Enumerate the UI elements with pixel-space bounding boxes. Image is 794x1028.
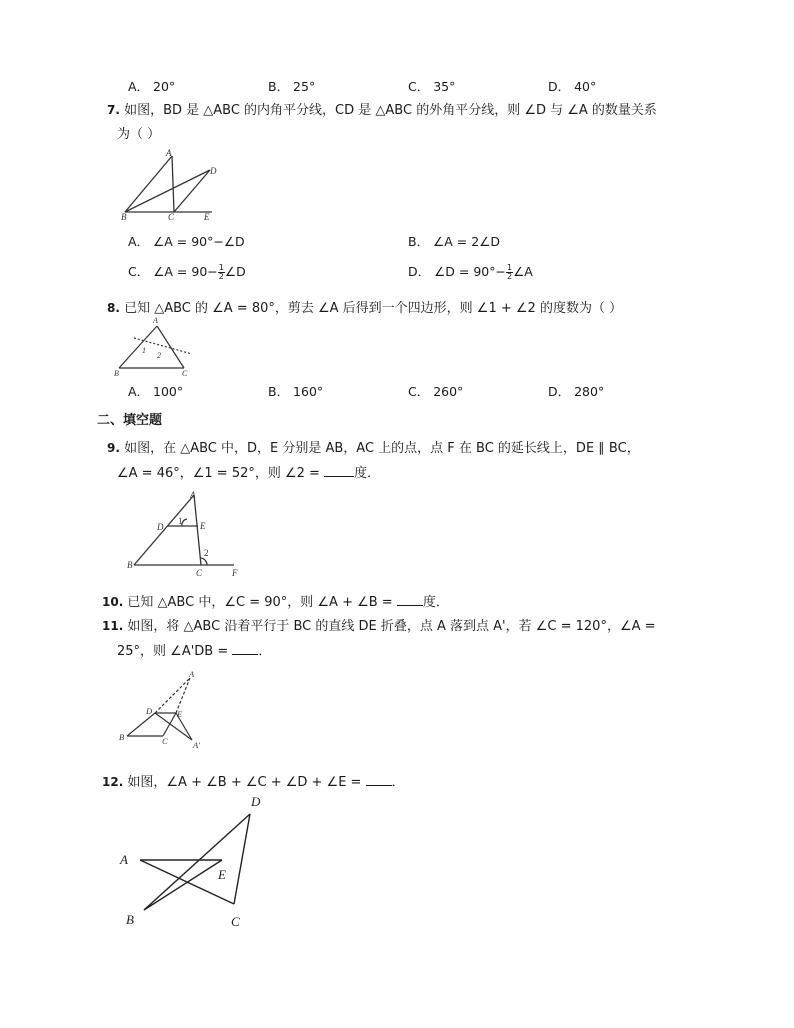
label-b: B (119, 732, 125, 742)
label-c: C (196, 568, 203, 578)
label-one: 1 (178, 516, 183, 526)
section-title: 二、填空题 (97, 413, 163, 428)
q6-option-d: D． 40° (548, 79, 597, 94)
label-two: 2 (204, 548, 209, 558)
question-number: 10. (102, 595, 124, 609)
label-e: E (177, 709, 183, 719)
q8-option-d: D． 280° (548, 384, 605, 399)
question-10 (102, 591, 449, 610)
q11-figure (116, 666, 212, 754)
q6-option-b: B． 25° (268, 79, 316, 94)
question-number: 7. (107, 103, 120, 117)
answer-blank[interactable] (324, 464, 354, 477)
text: ∠A = 46°，∠1 = 52°，则 ∠2 = (117, 466, 325, 481)
question-text: 如图，BD 是 △ABC 的内角平分线，CD 是 △ABC 的外角平分线，则 ∠D 与 ∠A 的数量关系 (124, 103, 657, 118)
q7-option-a: A． ∠A = 90°−∠D (128, 234, 245, 249)
answer-blank[interactable] (232, 642, 258, 655)
label-a: A (190, 490, 196, 500)
label-b: B (114, 369, 119, 378)
label-a: A (166, 148, 172, 158)
text-end: 度． (422, 595, 449, 610)
text-end: ． (391, 775, 405, 790)
q7-option-d (408, 262, 533, 281)
label-a: A (189, 669, 195, 679)
option-text: C． ∠A = 90− (128, 264, 218, 279)
q7-option-b: B． ∠A = 2∠D (408, 234, 501, 249)
label-c: C (231, 914, 240, 929)
label-c: C (168, 212, 175, 222)
question-11-line2 (117, 640, 271, 659)
question-text: 如图，将 △ABC 沿着平行于 BC 的直线 DE 折叠，点 A 落到点 A'，若 ∠C = 120°，∠A = (127, 619, 656, 634)
question-number: 12. (102, 775, 124, 789)
text-end: 度． (354, 466, 381, 481)
label-c: C (162, 736, 168, 746)
label-one: 1 (142, 346, 146, 355)
option-text-end: ∠D (224, 264, 246, 279)
question-7 (107, 99, 657, 118)
label-b: B (127, 560, 133, 570)
label-d: D (251, 794, 261, 809)
question-text: 如图，在 △ABC 中，D，E 分别是 AB，AC 上的点，点 F 在 BC 的延长线上，DE ∥ BC， (124, 441, 640, 456)
q12-figure (112, 790, 272, 932)
question-text: 已知 △ABC 的 ∠A = 80°，剪去 ∠A 后得到一个四边形，则 ∠1 + ∠2 的度数为（ ） (124, 301, 623, 316)
label-e: E (218, 867, 226, 882)
option-text: D． ∠D = 90°− (408, 264, 506, 279)
text: 25°，则 ∠A'DB = (117, 644, 233, 659)
question-9-line2 (117, 462, 380, 481)
question-11 (102, 615, 656, 634)
text-end: ． (258, 644, 272, 659)
label-b: B (121, 212, 127, 222)
q7-option-c (128, 262, 246, 281)
q8-option-a: A． 100° (128, 384, 184, 399)
label-two: 2 (157, 351, 161, 360)
label-e: E (204, 212, 210, 222)
q8-option-b: B． 160° (268, 384, 324, 399)
question-number: 9. (107, 441, 120, 455)
q7-figure (116, 146, 226, 222)
question-number: 8. (107, 301, 120, 315)
answer-blank[interactable] (366, 773, 392, 786)
question-9 (107, 437, 640, 456)
label-d: D (146, 706, 153, 716)
q8-option-c: C． 260° (408, 384, 464, 399)
fraction: $\frac{1}{2}$ (218, 263, 224, 281)
question-text: 已知 △ABC 中，∠C = 90°，则 ∠A + ∠B = (127, 595, 397, 610)
label-a-prime: A' (193, 740, 201, 750)
q6-option-a: A． 20° (128, 79, 176, 94)
label-e: E (200, 521, 206, 531)
question-12 (102, 771, 405, 790)
fraction: $\frac{1}{2}$ (506, 263, 513, 281)
label-d: D (210, 166, 217, 176)
question-7-line2: 为（ ） (117, 127, 161, 142)
q8-figure (112, 314, 196, 378)
q9-figure (124, 486, 244, 578)
label-c: C (182, 369, 188, 378)
q6-option-c: C． 35° (408, 79, 456, 94)
label-d: D (157, 522, 164, 532)
label-a: A (153, 316, 158, 325)
question-number: 11. (102, 619, 124, 633)
answer-blank[interactable] (397, 593, 423, 606)
option-text-end: ∠A (513, 264, 533, 279)
label-f: F (232, 568, 238, 578)
question-text: 如图，∠A + ∠B + ∠C + ∠D + ∠E = (127, 775, 366, 790)
label-a: A (120, 852, 128, 867)
label-b: B (126, 912, 134, 927)
